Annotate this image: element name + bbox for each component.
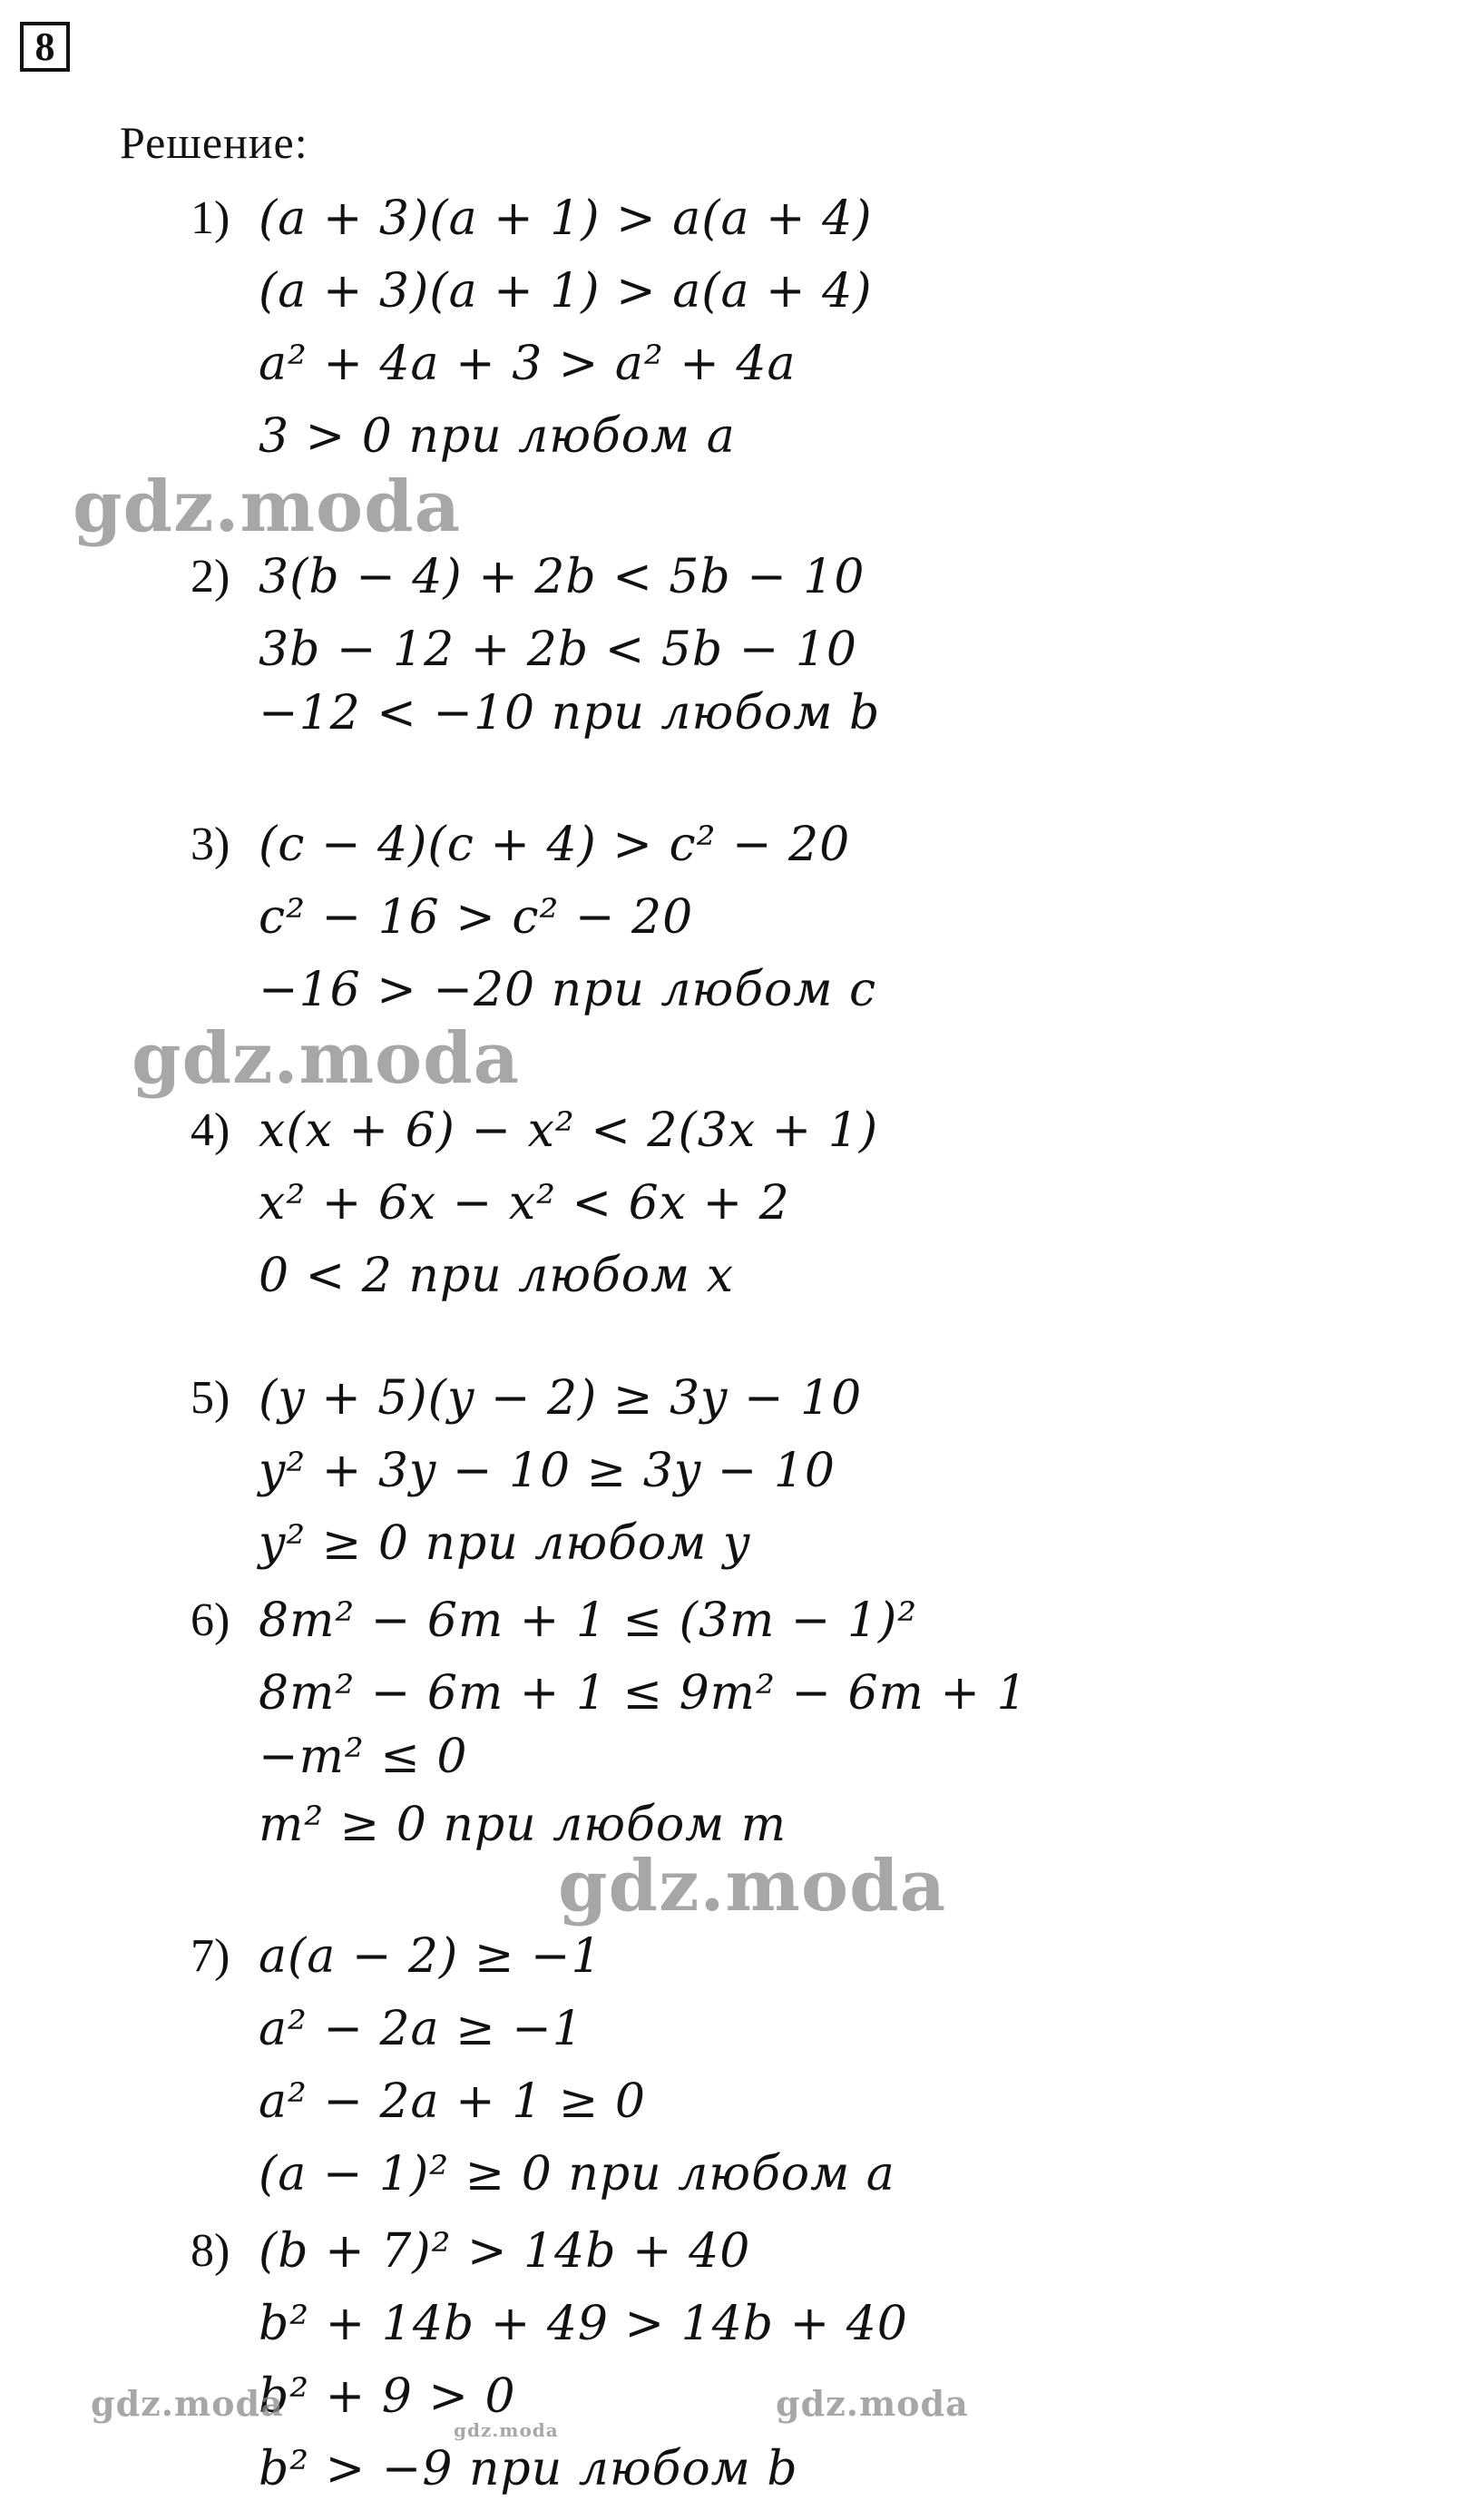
item-2-label: 2) (191, 551, 230, 603)
watermark-2: gdz.moda (132, 1017, 521, 1100)
item-4-line-1: x(x + 6) − x² < 2(3x + 1) (259, 1103, 879, 1158)
item-4-line-3: 0 < 2 при любом x (259, 1249, 735, 1303)
item-6-line-3: −m² ≤ 0 (259, 1730, 468, 1784)
item-7-label: 7) (191, 1930, 230, 1982)
item-3-line-2: c² − 16 > c² − 20 (259, 890, 694, 945)
item-6-label: 6) (191, 1594, 230, 1646)
item-5-line-3: y² ≥ 0 при любом y (259, 1516, 751, 1571)
item-8-line-1: (b + 7)² > 14b + 40 (259, 2224, 751, 2279)
item-5-line-1: (y + 5)(y − 2) ≥ 3y − 10 (259, 1371, 863, 1426)
item-4-label: 4) (191, 1104, 230, 1156)
item-3-label: 3) (191, 819, 230, 870)
item-2-line-1: 3(b − 4) + 2b < 5b − 10 (259, 550, 866, 604)
item-7-line-1: a(a − 2) ≥ −1 (259, 1929, 602, 1984)
item-8-label: 8) (191, 2225, 230, 2277)
watermark-6: gdz.moda (776, 2383, 969, 2424)
watermark-3: gdz.moda (558, 1845, 947, 1927)
item-6-line-2: 8m² − 6m + 1 ≤ 9m² − 6m + 1 (259, 1666, 1028, 1721)
item-7-line-2: a² − 2a ≥ −1 (259, 2002, 583, 2056)
item-8-line-3: b² + 9 > 0 (259, 2369, 516, 2424)
item-3-line-3: −16 > −20 при любом c (259, 963, 877, 1017)
item-6-line-1: 8m² − 6m + 1 ≤ (3m − 1)² (259, 1593, 918, 1648)
task-number-box (20, 22, 70, 72)
task-number: 8 (34, 24, 55, 69)
item-2-line-2: 3b − 12 + 2b < 5b − 10 (259, 623, 857, 677)
item-5-label: 5) (191, 1372, 230, 1424)
item-5-line-2: y² + 3y − 10 ≥ 3y − 10 (259, 1444, 836, 1498)
item-1-line-2: (a + 3)(a + 1) > a(a + 4) (259, 264, 873, 319)
item-1-line-1: (a + 3)(a + 1) > a(a + 4) (259, 191, 873, 246)
item-2-line-3: −12 < −10 при любом b (259, 686, 881, 740)
watermark-4: gdz.moda (91, 2383, 284, 2424)
item-1-label: 1) (191, 192, 230, 244)
watermark-1: gdz.moda (73, 466, 462, 548)
item-7-line-3: a² − 2a + 1 ≥ 0 (259, 2074, 646, 2129)
item-1-line-3: a² + 4a + 3 > a² + 4a (259, 337, 797, 391)
watermark-5: gdz.moda (454, 2419, 559, 2441)
item-8-line-4: b² > −9 при любом b (259, 2442, 798, 2496)
solution-heading: Решение: (120, 117, 308, 168)
item-4-line-2: x² + 6x − x² < 6x + 2 (259, 1176, 790, 1231)
item-1-line-4: 3 > 0 при любом a (259, 409, 736, 464)
item-3-line-1: (c − 4)(c + 4) > c² − 20 (259, 818, 851, 872)
item-8-line-2: b² + 14b + 49 > 14b + 40 (259, 2297, 908, 2351)
item-7-line-4: (a − 1)² ≥ 0 при любом a (259, 2147, 895, 2201)
item-6-line-4: m² ≥ 0 при любом m (259, 1798, 787, 1852)
